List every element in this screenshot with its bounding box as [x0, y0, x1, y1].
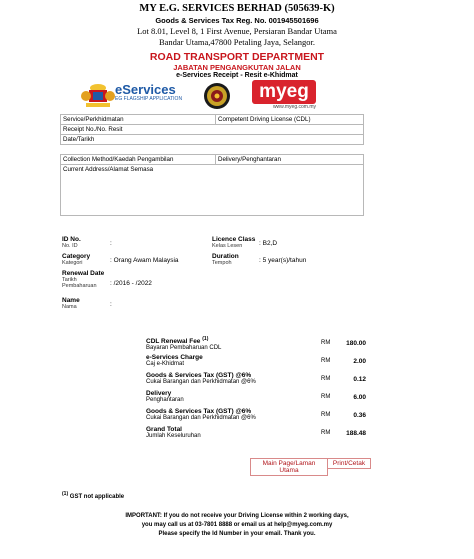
eservices-logo-subtext: EG FLAGSHIP APPLICATION — [115, 96, 183, 102]
company-name: MY E.G. SERVICES BERHAD (505639-K) — [139, 3, 335, 14]
fee-currency: RM — [321, 394, 331, 400]
fee-amount: 0.12 — [353, 376, 366, 383]
fee-subtitle: Caj e-Khidmat — [146, 361, 185, 367]
fee-amount: 2.00 — [353, 358, 366, 365]
category-sublabel: Kategori — [62, 260, 83, 266]
eservices-logo-text: eServices — [115, 82, 176, 97]
myeg-logo — [252, 80, 316, 112]
current-address-label: Current Address/Alamat Semasa — [61, 165, 364, 216]
service-value: Competent Driving License (CDL) — [216, 115, 364, 125]
important-notice-line3: Please specify the Id Number in your email. Thank you. — [158, 531, 316, 537]
fee-currency: RM — [321, 376, 331, 382]
id-no-value: : — [110, 240, 112, 247]
fee-title: e-Services Charge — [146, 354, 203, 361]
fee-currency: RM — [321, 358, 331, 364]
fee-amount: 6.00 — [353, 394, 366, 401]
main-page-button[interactable]: Main Page/Laman Utama — [250, 458, 328, 476]
fee-row — [146, 336, 366, 354]
receipt-no-label: Receipt No./No. Resit — [61, 125, 364, 135]
malaysia-crest-icon — [80, 82, 116, 108]
fee-currency: RM — [321, 412, 331, 418]
service-info-table — [60, 114, 364, 145]
fee-subtitle: Bayaran Pembaharuan CDL — [146, 345, 222, 352]
fee-title: Grand Total — [146, 426, 182, 433]
fee-title — [146, 336, 366, 345]
company-address-line1: Lot 8.01, Level 8, 1 First Avenue, Persiaran Bandar Utama — [137, 26, 337, 36]
renewal-date-field — [62, 270, 112, 289]
fee-subtitle: Penghantaran — [146, 397, 184, 403]
fee-row — [146, 372, 366, 390]
myeg-logo-text: myeg — [252, 80, 316, 104]
myeg-url: www.myeg.com.my — [272, 104, 316, 110]
duration-field — [212, 253, 239, 266]
fee-amount: 180.00 — [346, 340, 366, 347]
fee-title: Delivery — [146, 390, 172, 397]
renewal-date-label: Renewal Date — [62, 270, 105, 277]
licence-class-value: : B2,D — [259, 240, 278, 247]
footnote-text: GST not applicable — [69, 494, 125, 500]
category-value: : Orang Awam Malaysia — [110, 257, 179, 264]
delivery-label: Delivery/Penghantaran — [216, 155, 364, 165]
category-label: Category — [62, 253, 91, 260]
gst-footnote — [62, 491, 124, 500]
grand-total-row — [146, 426, 366, 444]
fee-subtitle: Jumlah Keseluruhan — [146, 433, 201, 439]
fee-row — [146, 354, 366, 372]
grand-total-amount: 188.48 — [346, 430, 366, 437]
fee-row — [146, 408, 366, 426]
id-no-field — [62, 236, 81, 249]
important-notice-line1: IMPORTANT: If you do not receive your Driving License within 2 working days, — [125, 513, 349, 519]
renewal-date-sublabel: Tarikh Pembaharuan — [62, 277, 97, 289]
fee-row — [146, 390, 366, 408]
fee-amount: 0.36 — [353, 412, 366, 419]
delivery-info-table — [60, 154, 364, 216]
licence-class-label: Licence Class — [212, 236, 256, 243]
duration-sublabel: Tempoh — [212, 260, 232, 266]
category-field — [62, 253, 90, 266]
name-field — [62, 297, 80, 310]
fee-title: Goods & Services Tax (GST) @6% — [146, 372, 252, 379]
department-title-malay: JABATAN PENGANGKUTAN JALAN — [173, 63, 301, 72]
name-sublabel: Nama — [62, 304, 77, 310]
footnote-mark: (1) — [62, 491, 69, 497]
licence-class-field — [212, 236, 255, 249]
fee-breakdown — [146, 336, 366, 444]
id-no-label: ID No. — [62, 236, 81, 243]
renewal-date-value: : /2016 - /2022 — [110, 280, 152, 287]
fee-footnote-mark: (1) — [202, 336, 209, 342]
gst-reg-number: Goods & Services Tax Reg. No. 001945501696 — [155, 16, 319, 25]
print-button[interactable]: Print/Cetak — [327, 458, 371, 469]
id-no-sublabel: No. ID — [62, 243, 78, 249]
duration-value: : 5 year(s)/tahun — [259, 257, 307, 264]
company-address-line2: Bandar Utama,47800 Petaling Jaya, Selangor. — [158, 37, 316, 47]
collection-method-label: Collection Method/Kaedah Pengambilan — [61, 155, 216, 165]
name-value: : — [110, 301, 112, 308]
fee-currency: RM — [321, 430, 331, 436]
fee-title-text: CDL Renewal Fee — [146, 338, 201, 346]
duration-label: Duration — [212, 253, 239, 260]
licence-class-sublabel: Kelas Lesen — [212, 243, 243, 249]
fee-currency: RM — [321, 340, 331, 346]
service-label: Service/Perkhidmatan — [61, 115, 216, 125]
fee-subtitle: Cukai Barangan dan Perkhidmatan @6% — [146, 415, 256, 421]
eservices-logo — [115, 83, 195, 109]
name-label: Name — [62, 297, 80, 304]
important-notice-line2: you may call us at 03-7801 8888 or email us at help@myeg.com.my — [141, 522, 333, 528]
jpj-emblem-icon — [203, 82, 231, 110]
receipt-title: e-Services Receipt - Resit e-Khidmat — [176, 72, 298, 79]
date-label: Date/Tarikh — [61, 135, 364, 145]
department-title: ROAD TRANSPORT DEPARTMENT — [149, 51, 325, 63]
fee-subtitle: Cukai Barangan dan Perkhidmatan @6% — [146, 379, 256, 385]
fee-title: Goods & Services Tax (GST) @6% — [146, 408, 252, 415]
